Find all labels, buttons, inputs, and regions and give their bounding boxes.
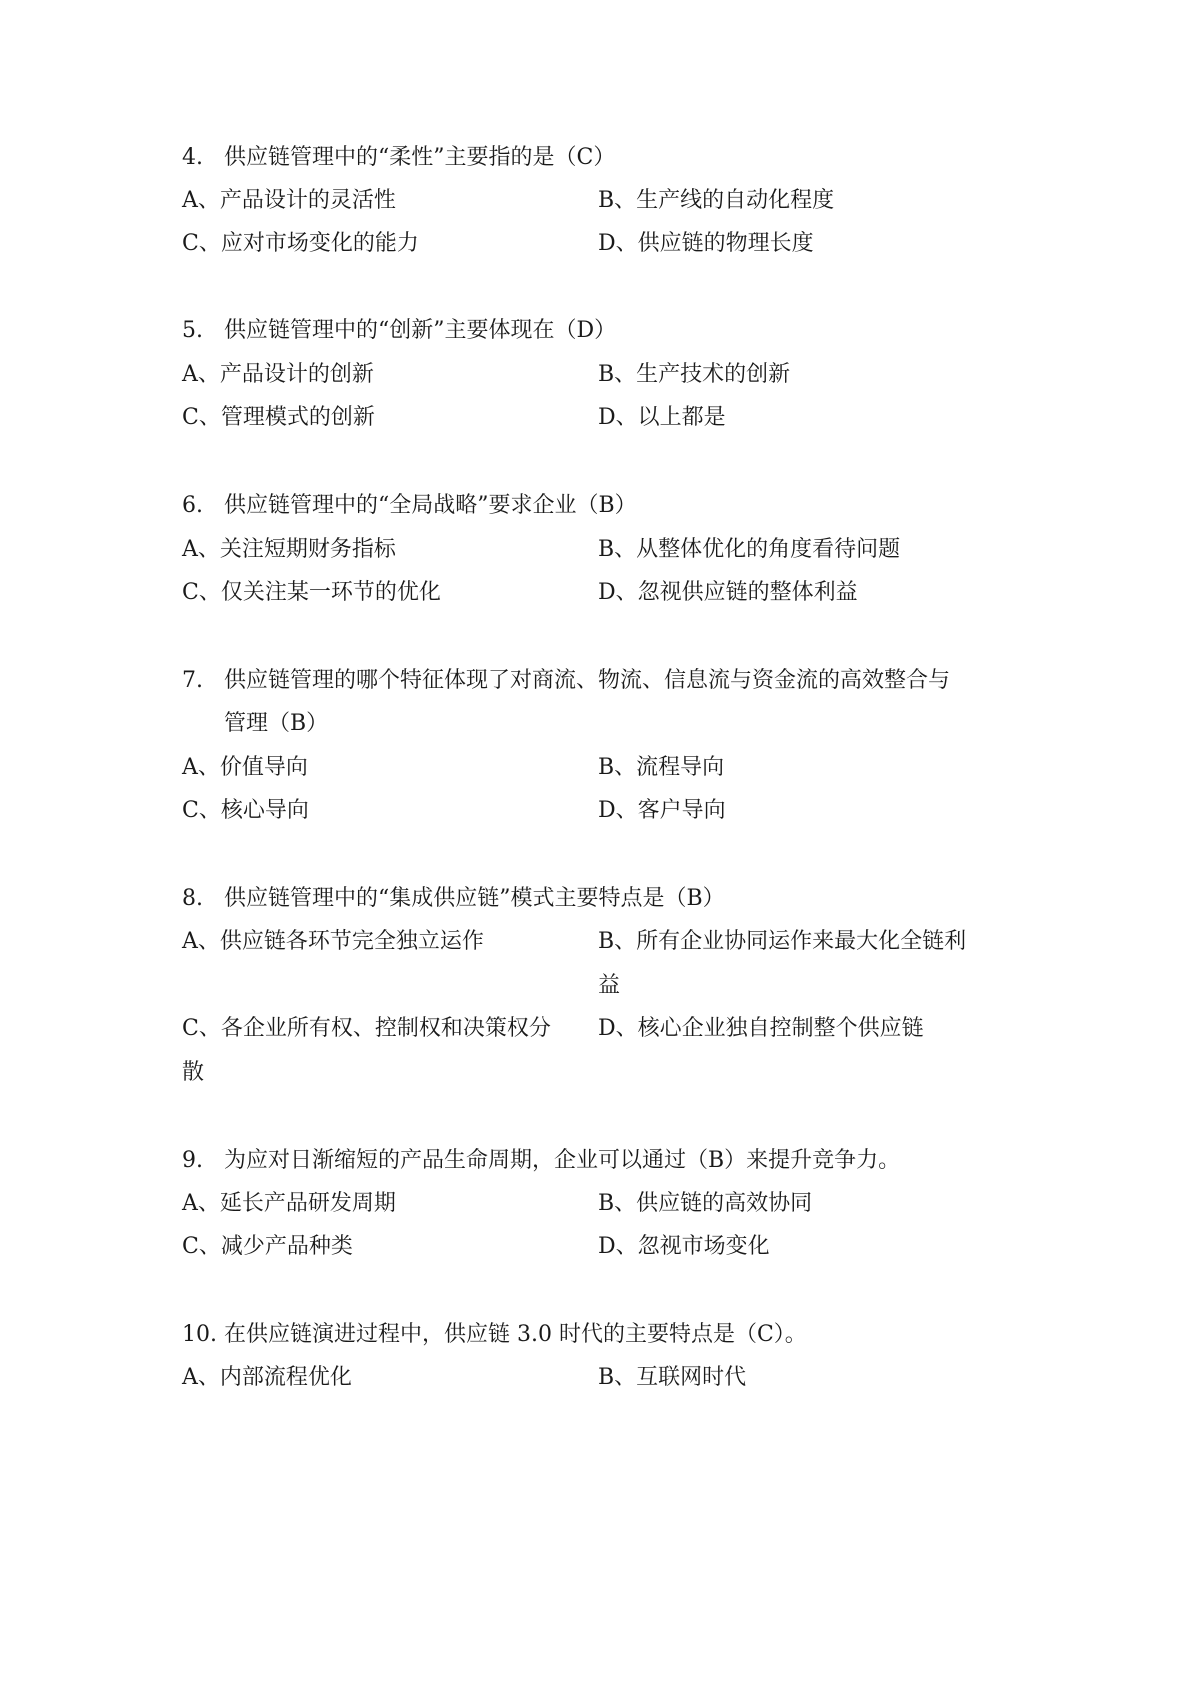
question-text: 供应链管理中的“柔性”主要指的是（C） bbox=[224, 145, 616, 170]
question-10 bbox=[182, 1320, 807, 1350]
question-7 bbox=[182, 666, 950, 696]
option-a: A、供应链各环节完全独立运作 bbox=[182, 929, 484, 954]
option-b: B、生产线的自动化程度 bbox=[598, 188, 835, 213]
question-text: 供应链管理中的“集成供应链”模式主要特点是（B） bbox=[224, 886, 725, 911]
option-c: C、各企业所有权、控制权和决策权分 bbox=[182, 1016, 551, 1041]
option-d: D、忽视市场变化 bbox=[598, 1234, 770, 1259]
question-number: 8. bbox=[182, 886, 203, 911]
option-c: C、减少产品种类 bbox=[182, 1234, 353, 1259]
option-d: D、以上都是 bbox=[598, 405, 726, 430]
option-b: B、流程导向 bbox=[598, 755, 725, 780]
question-8 bbox=[182, 884, 725, 914]
option-a: A、内部流程优化 bbox=[182, 1365, 352, 1390]
option-a: A、价值导向 bbox=[182, 755, 308, 780]
question-number: 7. bbox=[182, 668, 203, 693]
option-b: B、供应链的高效协同 bbox=[598, 1191, 813, 1216]
option-d: D、核心企业独自控制整个供应链 bbox=[598, 1016, 924, 1041]
option-d: D、忽视供应链的整体利益 bbox=[598, 580, 858, 605]
question-4 bbox=[182, 143, 615, 173]
option-a: A、关注短期财务指标 bbox=[182, 537, 396, 562]
question-6 bbox=[182, 491, 637, 521]
question-number: 10. bbox=[182, 1322, 217, 1347]
option-d: D、客户导向 bbox=[598, 798, 726, 823]
option-c: C、核心导向 bbox=[182, 798, 309, 823]
question-number: 6. bbox=[182, 493, 203, 518]
question-text: 为应对日渐缩短的产品生命周期，企业可以通过（B）来提升竞争力。 bbox=[224, 1148, 901, 1173]
question-text: 在供应链演进过程中，供应链 3.0 时代的主要特点是（C）。 bbox=[224, 1322, 807, 1347]
option-c: C、管理模式的创新 bbox=[182, 405, 375, 430]
question-text: 供应链管理的哪个特征体现了对商流、物流、信息流与资金流的高效整合与 bbox=[224, 668, 951, 693]
option-b: B、互联网时代 bbox=[598, 1365, 747, 1390]
question-5 bbox=[182, 316, 616, 346]
option-a: A、产品设计的创新 bbox=[182, 362, 374, 387]
option-b: B、从整体优化的角度看待问题 bbox=[598, 537, 901, 562]
option-c-continued: 散 bbox=[182, 1060, 205, 1085]
question-number: 4. bbox=[182, 145, 203, 170]
question-text: 供应链管理中的“全局战略”要求企业（B） bbox=[224, 493, 637, 518]
option-c: C、仅关注某一环节的优化 bbox=[182, 580, 441, 605]
question-text: 供应链管理中的“创新”主要体现在（D） bbox=[224, 318, 617, 343]
option-d: D、供应链的物理长度 bbox=[598, 231, 814, 256]
option-c: C、应对市场变化的能力 bbox=[182, 231, 419, 256]
option-b: B、生产技术的创新 bbox=[598, 362, 791, 387]
question-number: 5. bbox=[182, 318, 203, 343]
option-b: B、所有企业协同运作来最大化全链利 bbox=[598, 929, 967, 954]
option-a: A、产品设计的灵活性 bbox=[182, 188, 396, 213]
question-text-continued: 管理（B） bbox=[224, 711, 329, 736]
option-b-continued: 益 bbox=[598, 973, 621, 998]
question-9 bbox=[182, 1146, 900, 1176]
option-a: A、延长产品研发周期 bbox=[182, 1191, 396, 1216]
question-number: 9. bbox=[182, 1148, 203, 1173]
